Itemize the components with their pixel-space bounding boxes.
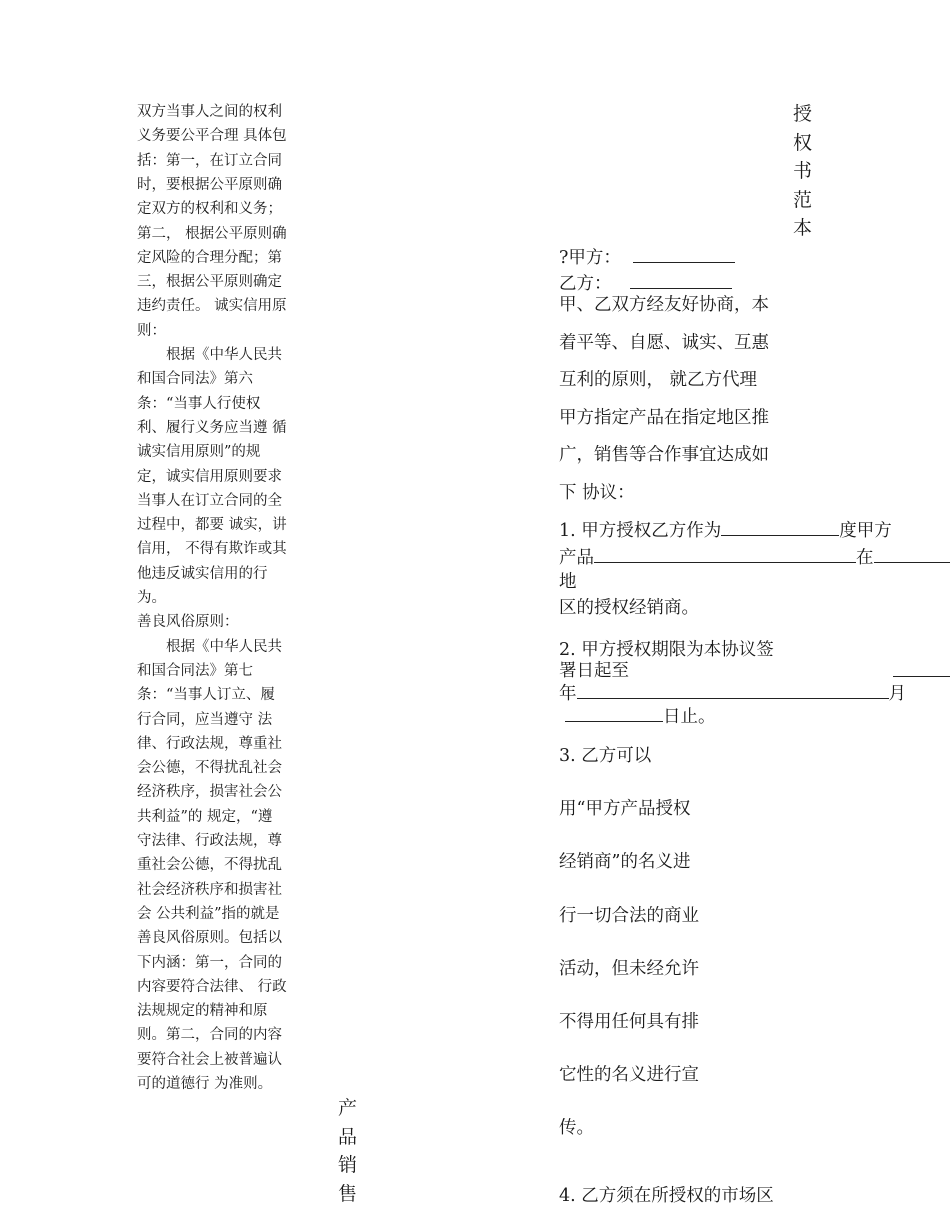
clause1-product-blank	[594, 548, 856, 563]
clause3-line: 经销商”的名义进	[559, 852, 691, 872]
clause3-line: 行一切合法的商业	[559, 906, 699, 926]
clause2-month: 月	[888, 684, 906, 704]
left-column-line: 定双方的权利和义务；	[137, 201, 282, 218]
clause2-end-blank	[893, 662, 950, 677]
left-column-line: 时，要根据公平原则确	[137, 176, 282, 193]
left-column-line: 和国合同法》第六	[137, 371, 253, 388]
party-b-label: 乙方：	[559, 274, 612, 294]
party-a-line	[559, 244, 735, 269]
left-column-line: 诚实信用原则”的规	[137, 444, 261, 461]
left-column-line: 律、行政法规，尊重社	[137, 735, 282, 752]
subtitle-char: 产	[338, 1097, 358, 1119]
clause1-line2	[559, 544, 950, 569]
left-column-line: 下内涵：第一，合同的	[137, 954, 282, 971]
clause4-line: 4. 乙方须在所授权的市场区	[559, 1186, 774, 1206]
clause3-line: 3. 乙方可以	[559, 746, 652, 766]
title-char: 授	[793, 103, 813, 125]
title-char: 权	[793, 131, 813, 154]
left-column-line: 善良风俗原则。包括以	[137, 930, 282, 947]
left-column-line: 要符合社会上被普遍认	[137, 1051, 282, 1068]
left-column-line: 当事人在订立合同的全	[137, 492, 282, 509]
clause1-text-b: 度甲方	[839, 521, 892, 541]
left-column-line: 守法律、行政法规，尊	[137, 833, 282, 849]
left-column-line: 社会经济秩序和损害社	[137, 881, 282, 898]
intro-line: 下 协议：	[559, 483, 635, 503]
left-column-line: 则：	[137, 322, 166, 339]
subtitle-char: 售	[338, 1182, 358, 1205]
party-a-blank	[633, 248, 735, 263]
vertical-title	[793, 100, 817, 243]
clause1-text-a: 1. 甲方授权乙方作为	[559, 521, 722, 541]
left-column-line: 可的道德行 为准则。	[137, 1076, 273, 1092]
intro-line: 互利的原则， 就乙方代理	[559, 370, 758, 390]
left-column-line: 内容要符合法律、 行政	[137, 978, 287, 995]
left-column-line: 为。	[137, 590, 166, 606]
left-column-line: 根据《中华人民共	[137, 638, 282, 655]
clause3-line: 传。	[559, 1118, 594, 1138]
left-column-line: 三，根据公平原则确定	[137, 274, 282, 291]
party-a-label: ?甲方：	[559, 248, 621, 268]
left-column-line: 义务要公平合理 具体包	[137, 128, 287, 145]
subtitle-char: 品	[338, 1125, 358, 1148]
title-char: 范	[793, 188, 813, 211]
left-column-line: 根据《中华人民共	[137, 347, 282, 363]
clause3-line: 活动，但未经允许	[559, 959, 699, 979]
left-column-line: 定风险的合理分配；第	[137, 249, 282, 266]
vertical-subtitle	[338, 1094, 362, 1208]
left-column-line: 括：第一，在订立合同	[137, 152, 282, 169]
left-column-line: 第二， 根据公平原则确	[137, 225, 287, 242]
left-column-line: 会 公共利益”指的就是	[137, 905, 280, 922]
left-column-line: 他违反诚实信用的行	[137, 565, 268, 582]
clause1-text-c: 产品	[559, 548, 594, 568]
party-b-blank	[630, 274, 732, 289]
left-column-line: 经济秩序，损害社会公	[137, 784, 282, 801]
left-column-line: 违约责任。 诚实信用原	[137, 298, 287, 315]
left-column-line: 则。第二，合同的内容	[137, 1027, 282, 1044]
intro-line: 甲方指定产品在指定地区推	[559, 408, 769, 428]
subtitle-char: 销	[338, 1154, 358, 1177]
left-column-line: 信用， 不得有欺诈或其	[137, 541, 287, 558]
title-char: 书	[793, 160, 813, 183]
clause2-day: 日止。	[663, 707, 716, 727]
clause2-line3	[559, 680, 906, 705]
clause2-year: 年	[559, 684, 577, 704]
left-column-line: 重社会公德，不得扰乱	[137, 857, 282, 874]
clause2-line2: 署日起至	[559, 661, 629, 681]
clause1-line1	[559, 517, 892, 542]
intro-line: 广，销售等合作事宜达成如	[559, 445, 769, 465]
left-column-line: 和国合同法》第七	[137, 662, 253, 679]
clause1-line3: 地	[559, 572, 577, 592]
clause2-line4	[565, 703, 716, 728]
clause1-region-blank	[874, 548, 950, 563]
left-column-line: 共利益”的 规定，“遵	[137, 808, 273, 825]
left-column-line: 善良风俗原则：	[137, 614, 239, 631]
clause1-year-blank	[721, 521, 839, 536]
clause3-line: 它性的名义进行宣	[559, 1065, 699, 1085]
left-column-line: 双方当事人之间的权利	[137, 104, 282, 120]
left-column-line: 法规规定的精神和原	[137, 1003, 268, 1020]
left-column-line: 会公德，不得扰乱社会	[137, 760, 282, 777]
left-column-line: 利、履行义务应当遵 循	[137, 419, 287, 436]
left-column-line: 条：“当事人订立、履	[137, 687, 275, 704]
intro-line: 着平等、自愿、诚实、互惠	[559, 333, 769, 353]
clause2-year-blank	[577, 684, 889, 699]
clause1-text-d: 在	[856, 548, 874, 568]
clause1-line4: 区的授权经销商。	[559, 598, 699, 618]
clause2-line1: 2. 甲方授权期限为本协议签	[559, 640, 774, 660]
left-column-line: 行合同，应当遵守 法	[137, 711, 273, 728]
left-column-line: 过程中，都要 诚实，讲	[137, 517, 287, 534]
title-char: 本	[793, 217, 813, 240]
left-column-line: 定，诚实信用原则要求	[137, 468, 282, 485]
clause3-line: 用“甲方产品授权	[559, 799, 691, 819]
clause2-day-blank	[565, 707, 663, 722]
intro-line: 甲、乙双方经友好协商，本	[559, 295, 769, 315]
left-column-line: 条：“当事人行使权	[137, 395, 261, 412]
clause3-line: 不得用任何具有排	[559, 1012, 699, 1032]
